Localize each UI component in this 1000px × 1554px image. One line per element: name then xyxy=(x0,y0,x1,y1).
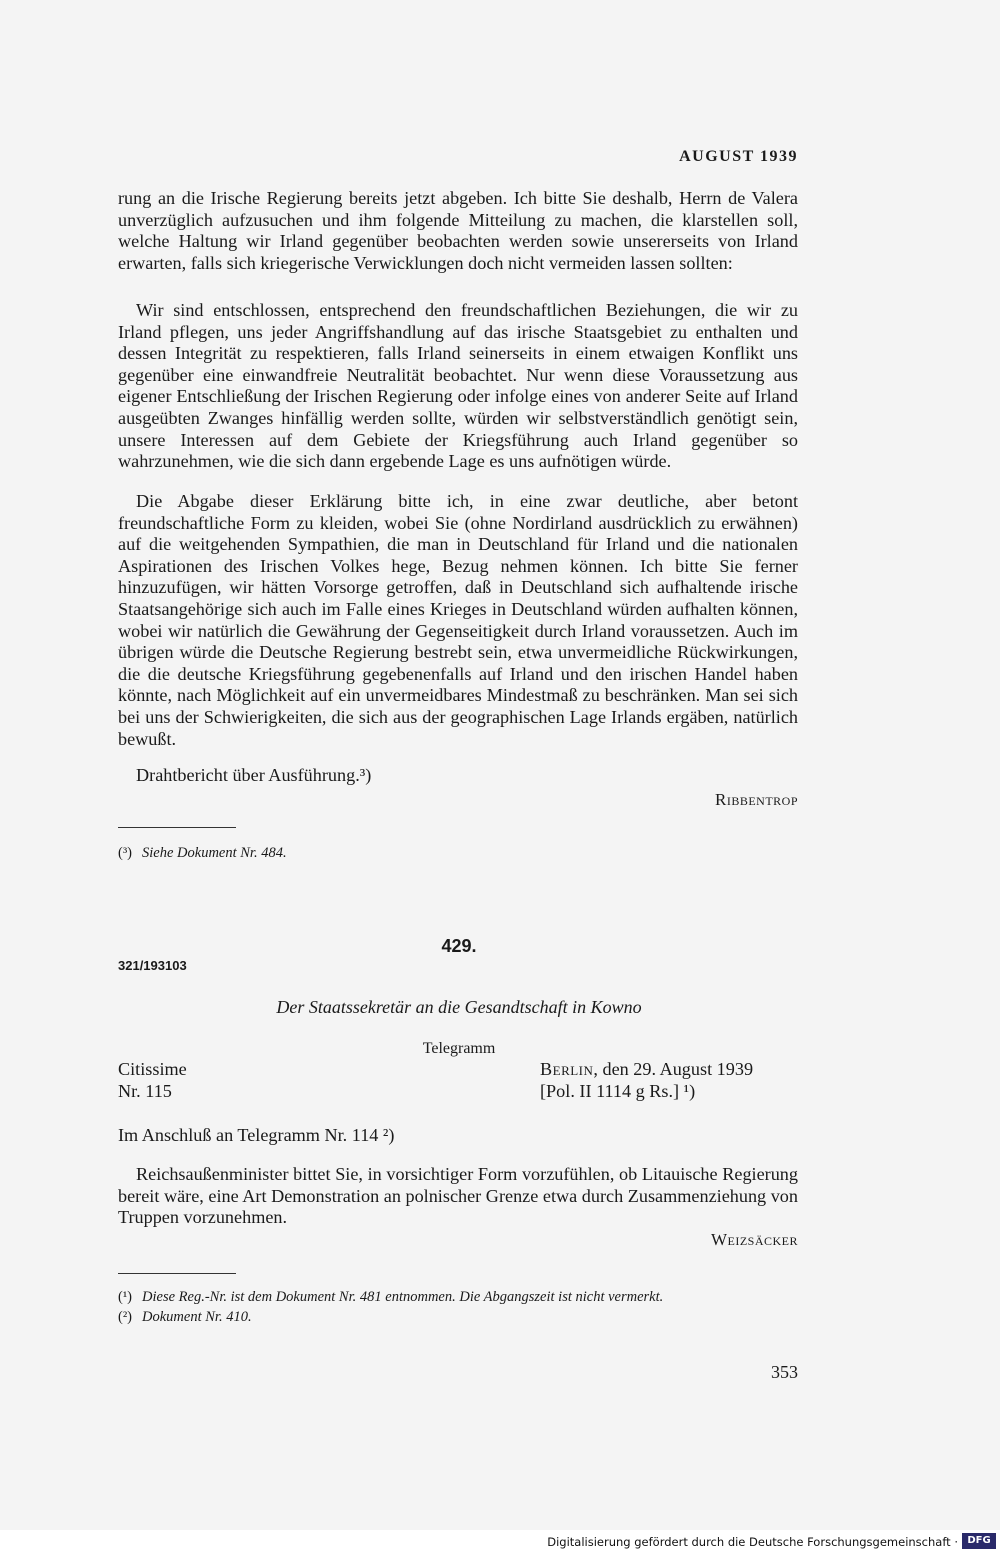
document-number: 429. xyxy=(441,936,477,956)
reference-line: Im Anschluß an Telegramm Nr. 114 ²) xyxy=(118,1125,395,1145)
place-city: Berlin xyxy=(540,1059,594,1079)
footnote-text: Siehe Dokument Nr. 484. xyxy=(142,845,287,861)
priority-label: Citissime xyxy=(118,1059,187,1079)
footnote-1 xyxy=(118,1289,808,1306)
footnote-divider-2 xyxy=(118,1273,236,1274)
dfg-logo: DFG xyxy=(962,1533,996,1549)
running-header: AUGUST 1939 xyxy=(679,148,798,165)
footnote-divider xyxy=(118,827,236,828)
date-text: , den 29. August 1939 xyxy=(593,1059,754,1079)
paragraph-1 xyxy=(118,188,798,274)
document-title: Der Staatssekretär an die Gesandtschaft in Kowno xyxy=(276,997,642,1017)
paragraph-5 xyxy=(118,1164,798,1229)
signature-ribbentrop: Ribbentrop xyxy=(714,790,798,809)
footnote-text: Dokument Nr. 410. xyxy=(142,1309,252,1325)
paragraph-4 xyxy=(118,765,798,787)
file-number: 321/193103 xyxy=(118,958,187,973)
page-number: 353 xyxy=(771,1362,798,1382)
paragraph-2 xyxy=(118,300,798,473)
paragraph-3 xyxy=(118,491,798,750)
footer-credit: Digitalisierung gefördert durch die Deutsche Forschungsgemeinschaft · xyxy=(547,1535,958,1549)
footnote-2 xyxy=(118,1309,252,1326)
telegram-number: Nr. 115 xyxy=(118,1081,172,1101)
signature-weizsaecker: Weizsäcker xyxy=(710,1230,798,1249)
footnote-mark: (¹) xyxy=(118,1289,133,1305)
reference-number: [Pol. II 1114 g Rs.] ¹) xyxy=(540,1081,696,1101)
footnote-text: Diese Reg.-Nr. ist dem Dokument Nr. 481 entnommen. Die Abgangszeit ist nicht vermerkt. xyxy=(142,1289,664,1305)
footnote-mark: (²) xyxy=(118,1309,133,1325)
paragraph-2-text: Wir sind entschlossen, entsprechend den freundschaftlichen Beziehungen, die wir zu Irland pflegen, uns jeder Angriffshandlung auf das irische Staatsgebiet zu enthalten und dessen Integrität zu respektieren, falls Irland seinerseits in einem etwaigen Konflikt uns gegenüber eine einwandfreie Neutralität beobachtet. Nur wenn diese Voraussetzung aus eigener Entschließung der Irischen Regierung oder infolge eines von anderer Seite auf Irland ausgeübten Zwanges hinfällig werden sollte, würden wir selbstverständlich genötigt sein, unsere Interessen auf dem Gebiete der Kriegsführung auch Irland gegenüber so wahrzunehmen, wie die sich dann ergebende Lage es uns aufnötigen würde. xyxy=(118,300,798,472)
place-date xyxy=(540,1059,753,1080)
paragraph-1-text: rung an die Irische Regierung bereits jetzt abgeben. Ich bitte Sie deshalb, Herrn de Valera unverzüglich aufzusuchen und ihm folgende Mitteilung zu machen, die klarstellen soll, welche Haltung wir Irland gegenüber beobachten werden sowie unsererseits von Irland erwarten, falls sich kriegerische Verwicklungen doch nicht vermeiden lassen sollten: xyxy=(118,188,798,273)
paragraph-5-text: Reichsaußenminister bittet Sie, in vorsichtiger Form vorzufühlen, ob Litauische Regierung bereit wäre, eine Art Demonstration an polnischer Grenze etwa durch Zusammenziehung von Truppen vorzunehmen. xyxy=(118,1164,798,1228)
paragraph-4-text: Drahtbericht über Ausführung.³) xyxy=(136,765,372,785)
footnote-3 xyxy=(118,845,287,862)
paragraph-3-text: Die Abgabe dieser Erklärung bitte ich, in eine zwar deutliche, aber betont freundschaftliche Form zu kleiden, wobei Sie (ohne Nordirland ausdrücklich zu erwähnen) auf die weitgehenden Sympathien, die man in Deutschland für Irland und die nationalen Aspirationen des Irischen Volkes hege, Bezug nehmen können. Ich bitte Sie ferner hinzuzufügen, wir hätten Vorsorge getroffen, daß in Deutschland sich aufhaltende irische Staatsangehörige sich auch im Falle eines Krieges in Deutschland würden aufhalten können, wobei wir natürlich die Gewährung der Gegenseitigkeit durch Irland voraussetzen. Auch im übrigen würde die Deutsche Regierung bestrebt sein, etwa unvermeidliche Rückwirkungen, die die deutsche Kriegsführung gegebenenfalls auf Irland und den irischen Handel haben könnte, nach Möglichkeit auf ein unvermeidbares Mindestmaß zu beschränken. Man sei sich bei uns der Schwierigkeiten, die sich aus der geographischen Lage Irlands ergäben, natürlich bewußt. xyxy=(118,491,798,749)
footnote-mark: (³) xyxy=(118,845,133,861)
telegram-label: Telegramm xyxy=(422,1040,496,1057)
